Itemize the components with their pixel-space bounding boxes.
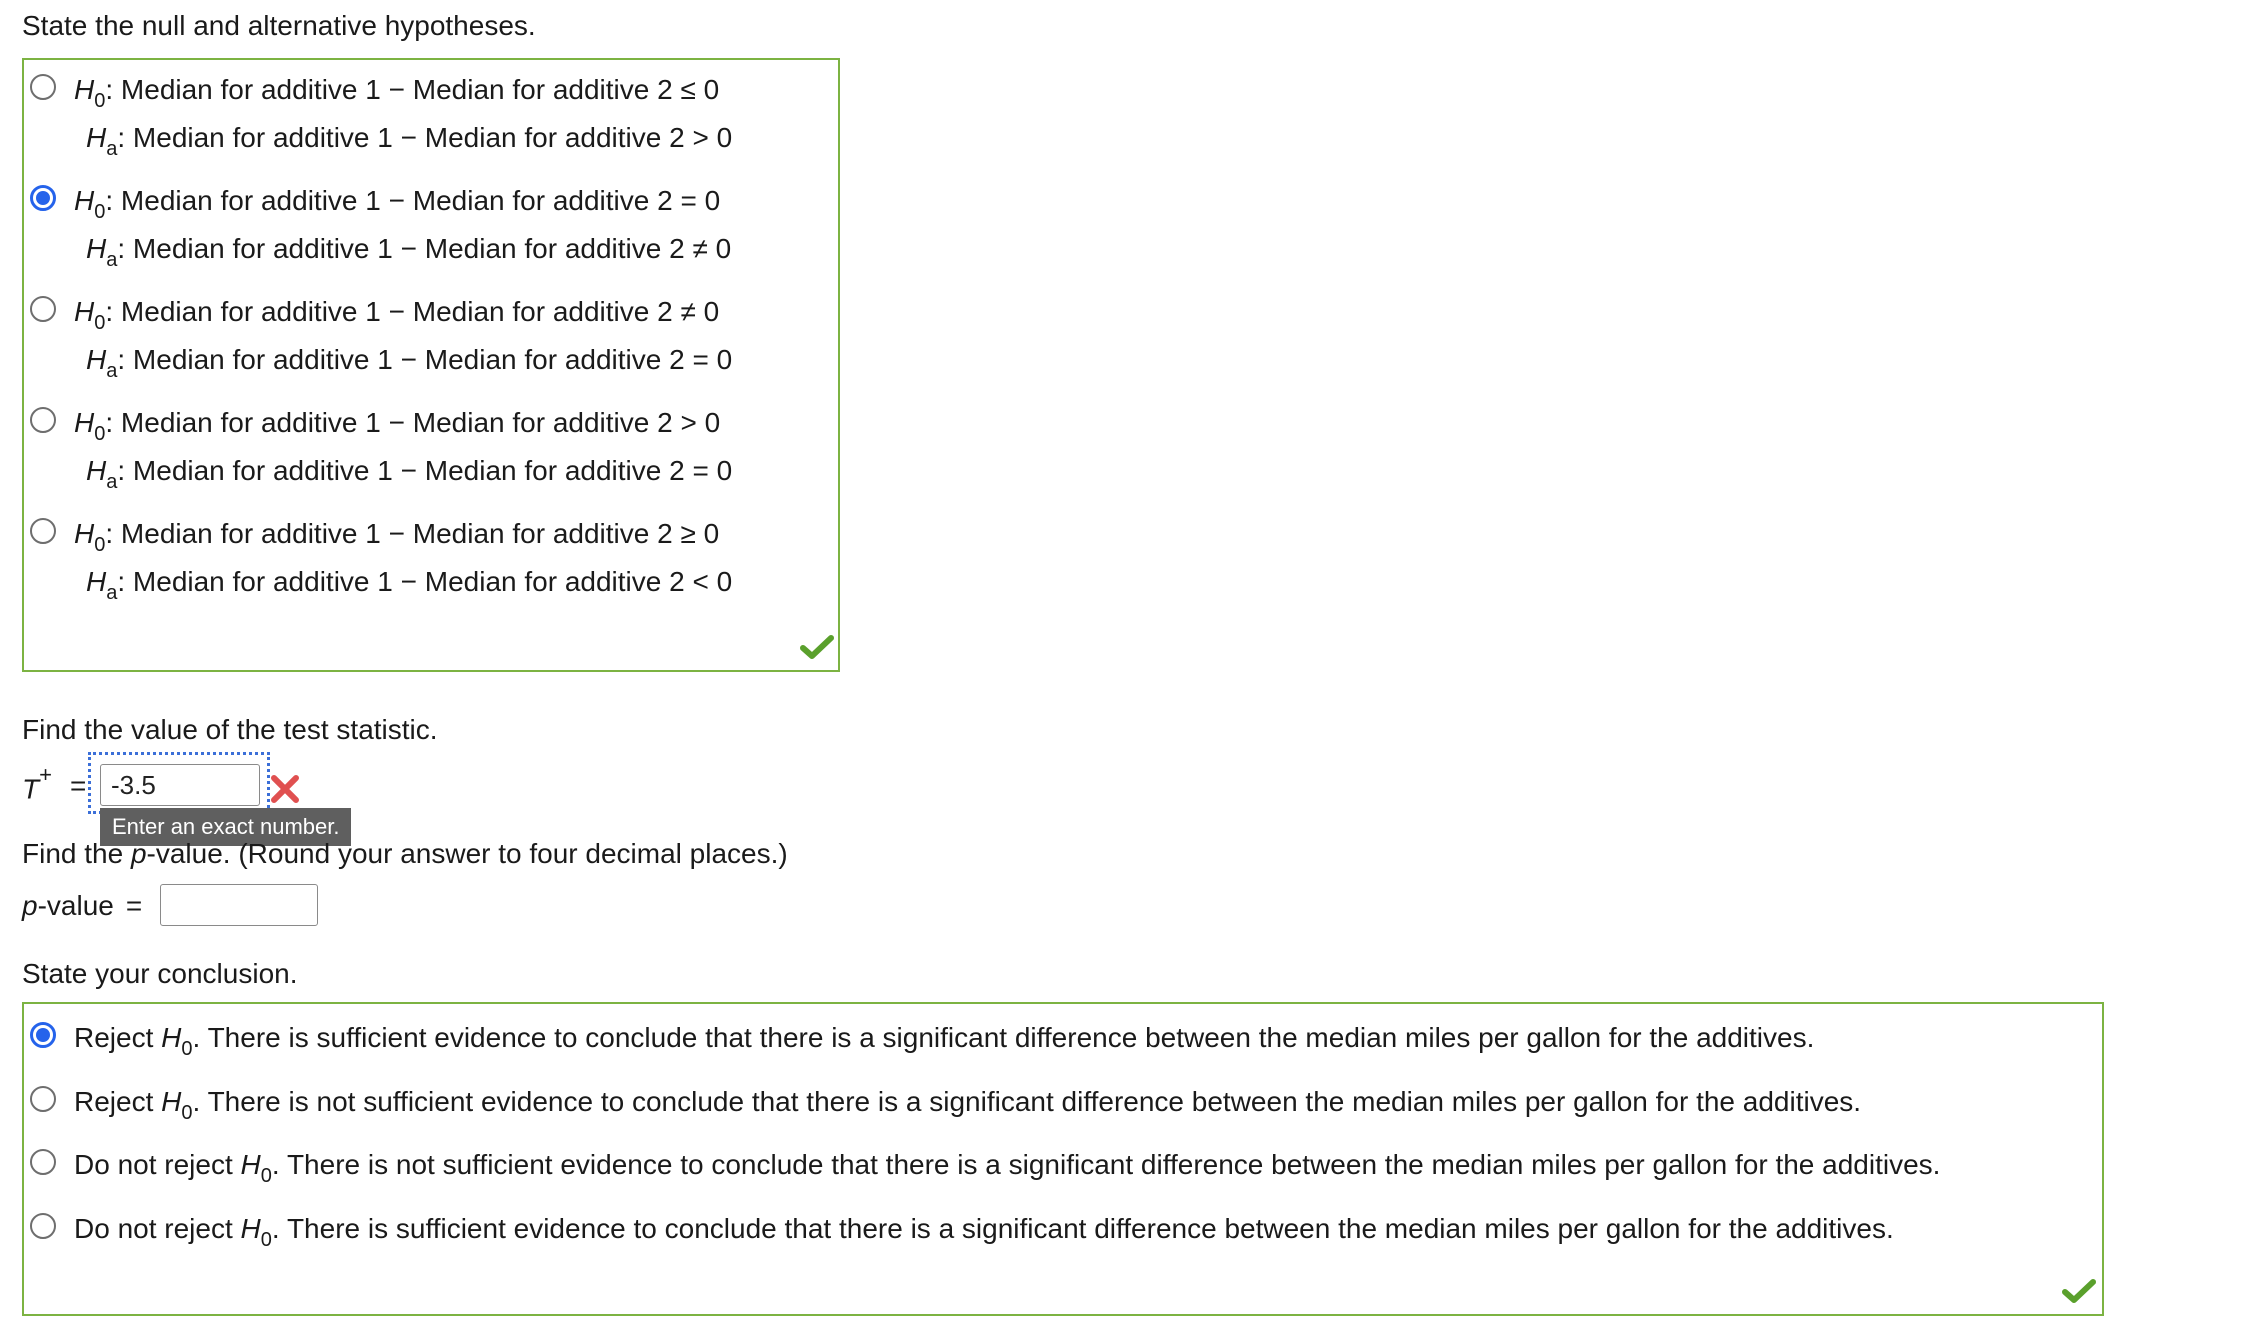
radio-button[interactable] xyxy=(30,518,56,544)
ha-subscript: a xyxy=(106,582,118,604)
radio-button[interactable] xyxy=(30,296,56,322)
h0-label: H xyxy=(74,74,95,105)
radio-button[interactable] xyxy=(30,407,56,433)
ha-label: H xyxy=(86,122,107,153)
radio-button[interactable] xyxy=(30,1149,56,1175)
h0-statement: : Median for additive 1 − Median for additive 2 = 0 xyxy=(105,185,721,216)
h0-statement: : Median for additive 1 − Median for additive 2 ≥ 0 xyxy=(105,518,720,549)
h0-label: H xyxy=(74,296,95,327)
h0-subscript: 0 xyxy=(94,90,106,112)
p-value-label: p-value = xyxy=(22,890,143,921)
ha-subscript: a xyxy=(106,249,118,271)
validation-tooltip: Enter an exact number. xyxy=(100,808,351,846)
ha-label: H xyxy=(86,455,107,486)
ha-statement: : Median for additive 1 − Median for additive 2 < 0 xyxy=(117,566,733,597)
ha-statement: : Median for additive 1 − Median for additive 2 > 0 xyxy=(117,122,733,153)
ha-label: H xyxy=(86,233,107,264)
h0-subscript: 0 xyxy=(94,534,106,556)
h0-statement: : Median for additive 1 − Median for additive 2 ≠ 0 xyxy=(105,296,720,327)
radio-button[interactable] xyxy=(30,1086,56,1112)
radio-button[interactable] xyxy=(30,1213,56,1239)
ha-statement: : Median for additive 1 − Median for additive 2 ≠ 0 xyxy=(117,233,732,264)
ha-label: H xyxy=(86,566,107,597)
equals-sign: = xyxy=(70,770,87,801)
hypotheses-answer-box xyxy=(22,58,840,672)
cross-icon xyxy=(270,774,300,804)
h0-label: H xyxy=(74,518,95,549)
p-value-input[interactable] xyxy=(160,884,318,926)
h0-subscript: 0 xyxy=(94,423,106,445)
t-plus-label: T+ xyxy=(22,762,52,805)
p-value-prompt: Find the p-value. (Round your answer to four decimal places.) xyxy=(22,838,788,869)
radio-button-selected[interactable] xyxy=(30,1022,56,1048)
ha-statement: : Median for additive 1 − Median for additive 2 = 0 xyxy=(117,344,733,375)
radio-button[interactable] xyxy=(30,74,56,100)
h0-subscript: 0 xyxy=(94,312,106,334)
test-statistic-input[interactable] xyxy=(100,764,260,806)
hypotheses-prompt: State the null and alternative hypotheses. xyxy=(22,10,536,41)
checkmark-icon xyxy=(800,634,834,660)
ha-statement: : Median for additive 1 − Median for additive 2 = 0 xyxy=(117,455,733,486)
conclusion-answer-box: Reject $H_0$. There is sufficient evidence to conclude that there is a significant difference between the median miles per gallon for the additives. Reject $H_0$. There is not sufficient evidence to conclude that there is a significant difference between the median miles per gallon for the additives. Do not reject $H_0$. There is not sufficient evidence to conclude that there is a significant difference between the median miles per gallon for the additives. Do not reject $H_0$. There is sufficient evidence to conclude that there is a significant difference between the median miles per gallon for the additives. xyxy=(22,1002,2104,1316)
h0-subscript: 0 xyxy=(94,201,106,223)
radio-button-selected[interactable] xyxy=(30,185,56,211)
conclusion-prompt: State your conclusion. xyxy=(22,958,298,989)
h0-label: H xyxy=(74,407,95,438)
checkmark-icon xyxy=(2062,1278,2096,1304)
ha-subscript: a xyxy=(106,360,118,382)
ha-label: H xyxy=(86,344,107,375)
h0-statement: : Median for additive 1 − Median for additive 2 > 0 xyxy=(105,407,721,438)
h0-label: H xyxy=(74,185,95,216)
ha-subscript: a xyxy=(106,471,118,493)
ha-subscript: a xyxy=(106,138,118,160)
test-statistic-prompt: Find the value of the test statistic. xyxy=(22,714,438,745)
h0-statement: : Median for additive 1 − Median for additive 2 ≤ 0 xyxy=(105,74,720,105)
